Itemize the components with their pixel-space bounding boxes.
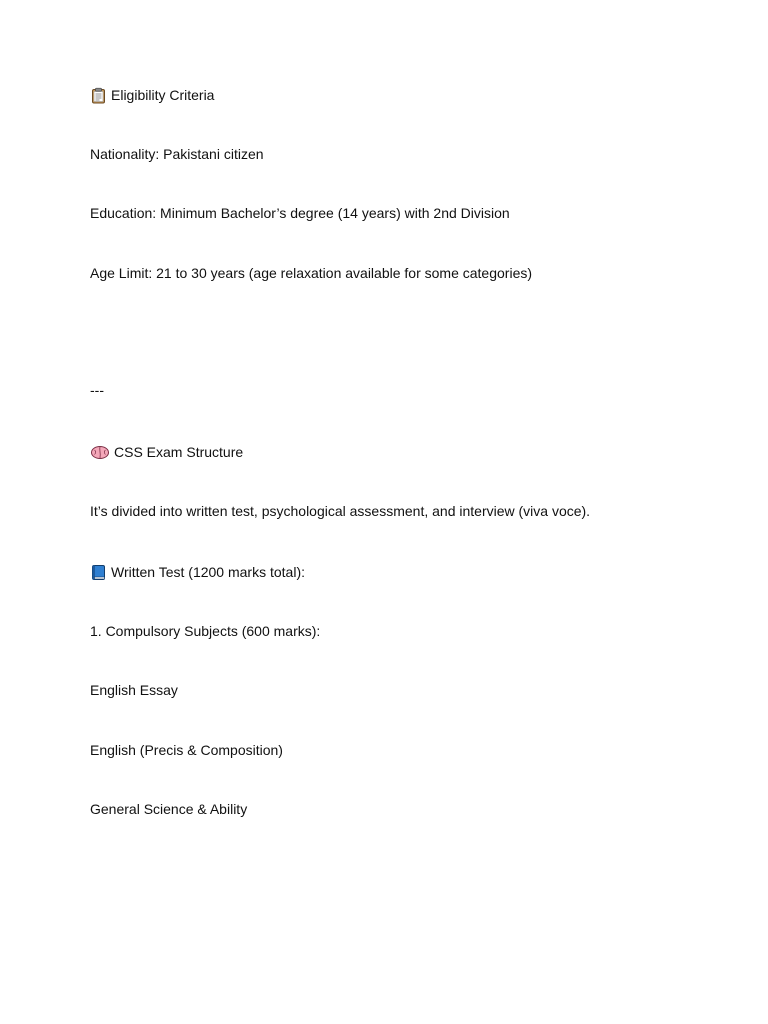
brain-icon — [90, 444, 110, 461]
subject-item — [90, 741, 283, 759]
clipboard-icon — [90, 87, 107, 104]
age-limit-line — [90, 264, 532, 282]
subject-item — [90, 681, 178, 699]
subject-general-science: General Science & Ability — [90, 801, 248, 817]
separator: --- — [90, 382, 104, 398]
exam-structure-heading-line — [90, 443, 243, 461]
compulsory-heading: 1. Compulsory Subjects (600 marks): — [90, 623, 321, 639]
nationality-text: Nationality: Pakistani citizen — [90, 146, 264, 162]
eligibility-heading: Eligibility Criteria — [111, 87, 215, 103]
subject-item — [90, 800, 247, 818]
written-test-heading-line — [90, 563, 305, 581]
education-line — [90, 204, 510, 222]
education-text: Education: Minimum Bachelor’s degree (14 years) with 2nd Division — [90, 205, 510, 221]
written-test-heading: Written Test (1200 marks total): — [111, 564, 305, 580]
nationality-line — [90, 145, 264, 163]
subject-english-precis: English (Precis & Composition) — [90, 742, 283, 758]
compulsory-heading-line — [90, 622, 320, 640]
exam-description: It’s divided into written test, psychological assessment, and interview (viva voce). — [90, 503, 591, 519]
separator-line — [90, 381, 104, 399]
exam-description-line — [90, 502, 590, 520]
subject-english-essay: English Essay — [90, 682, 178, 698]
blue-book-icon — [90, 564, 107, 581]
eligibility-heading-line — [90, 86, 214, 104]
exam-structure-heading: CSS Exam Structure — [114, 444, 244, 460]
age-limit-text: Age Limit: 21 to 30 years (age relaxation available for some categories) — [90, 265, 533, 281]
